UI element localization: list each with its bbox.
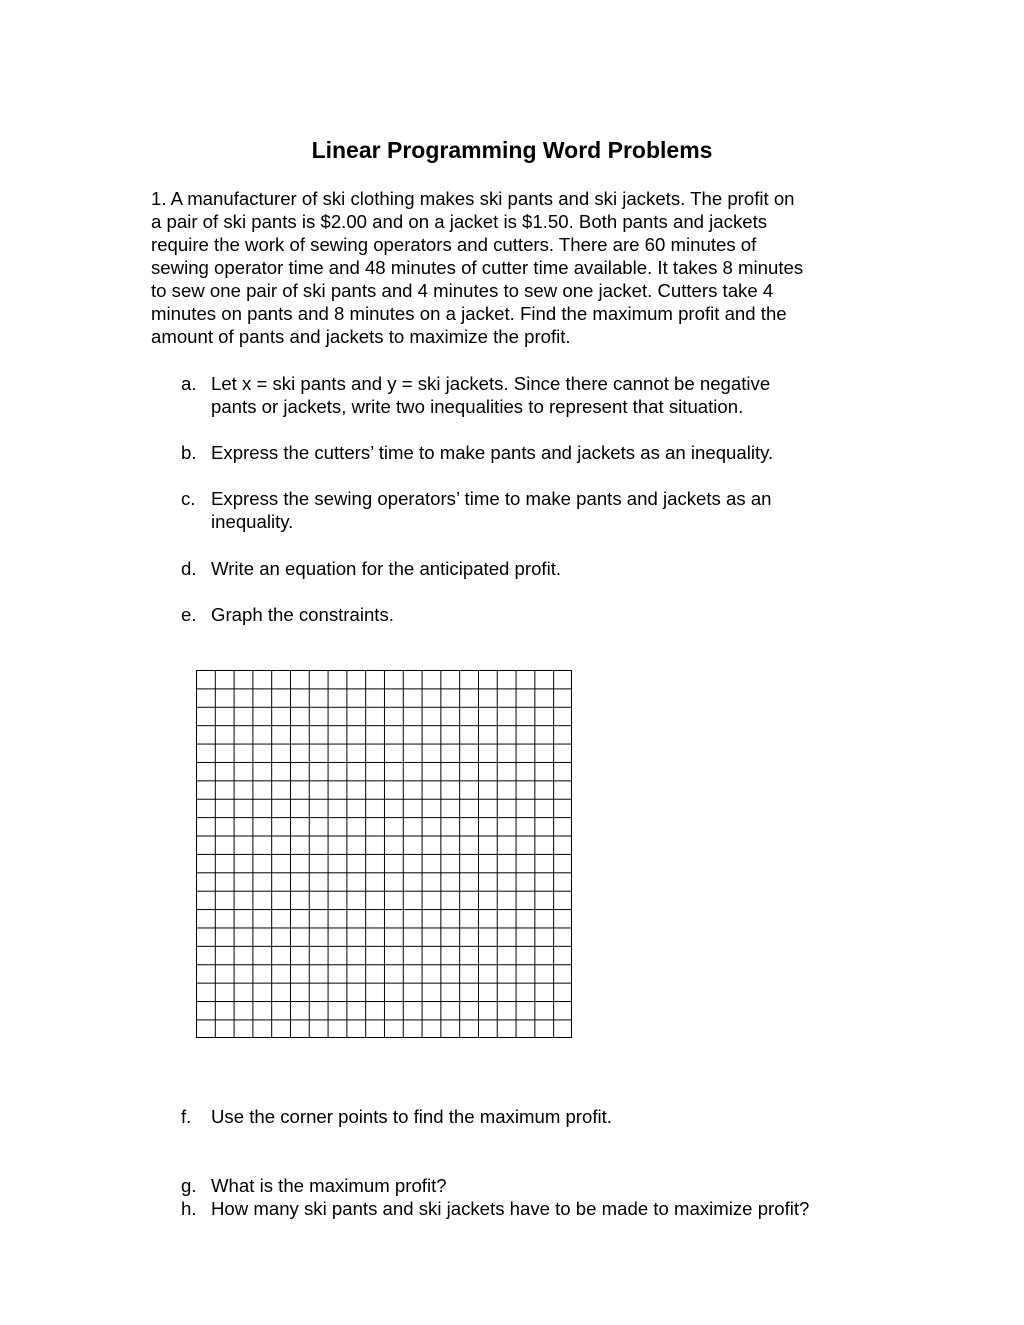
item-text: Graph the constraints. bbox=[211, 604, 394, 625]
problem-line: sewing operator time and 48 minutes of cutter time available. It takes 8 minutes bbox=[151, 257, 804, 278]
question-c bbox=[181, 487, 772, 533]
item-letter: d. bbox=[181, 558, 197, 579]
problem-line: minutes on pants and 8 minutes on a jacket. Find the maximum profit and the bbox=[151, 303, 787, 324]
item-letter: e. bbox=[181, 604, 197, 625]
problem-line: require the work of sewing operators and cutters. There are 60 minutes of bbox=[151, 234, 757, 255]
item-letter: b. bbox=[181, 442, 197, 463]
question-e bbox=[181, 603, 394, 626]
problem-line: amount of pants and jackets to maximize the profit. bbox=[151, 326, 571, 347]
item-text: How many ski pants and ski jackets have to be made to maximize profit? bbox=[211, 1198, 810, 1219]
item-letter: h. bbox=[181, 1198, 197, 1219]
question-a bbox=[181, 372, 770, 418]
item-text: pants or jackets, write two inequalities to represent that situation. bbox=[211, 396, 744, 417]
question-f bbox=[181, 1105, 612, 1128]
item-text: Use the corner points to find the maximum profit. bbox=[211, 1106, 612, 1127]
question-h bbox=[181, 1197, 809, 1220]
item-letter: a. bbox=[181, 373, 197, 394]
item-text: Let x = ski pants and y = ski jackets. Since there cannot be negative bbox=[211, 373, 771, 394]
item-text: What is the maximum profit? bbox=[211, 1175, 447, 1196]
item-text: Write an equation for the anticipated profit. bbox=[211, 558, 562, 579]
question-d bbox=[181, 557, 561, 580]
item-text: Express the cutters’ time to make pants and jackets as an inequality. bbox=[211, 442, 774, 463]
item-letter: g. bbox=[181, 1175, 197, 1196]
item-letter: f. bbox=[181, 1106, 192, 1127]
problem-line: 1. A manufacturer of ski clothing makes ski pants and ski jackets. The profit on bbox=[151, 188, 795, 209]
graph-grid bbox=[196, 670, 572, 1038]
item-letter: c. bbox=[181, 488, 196, 509]
page-title: Linear Programming Word Problems bbox=[311, 137, 713, 163]
question-b bbox=[181, 441, 773, 464]
item-text: inequality. bbox=[211, 511, 294, 532]
problem-line: a pair of ski pants is $2.00 and on a jacket is $1.50. Both pants and jackets bbox=[151, 211, 768, 232]
problem-line: to sew one pair of ski pants and 4 minutes to sew one jacket. Cutters take 4 bbox=[151, 280, 774, 301]
question-g bbox=[181, 1174, 447, 1197]
item-text: Express the sewing operators’ time to make pants and jackets as an bbox=[211, 488, 772, 509]
